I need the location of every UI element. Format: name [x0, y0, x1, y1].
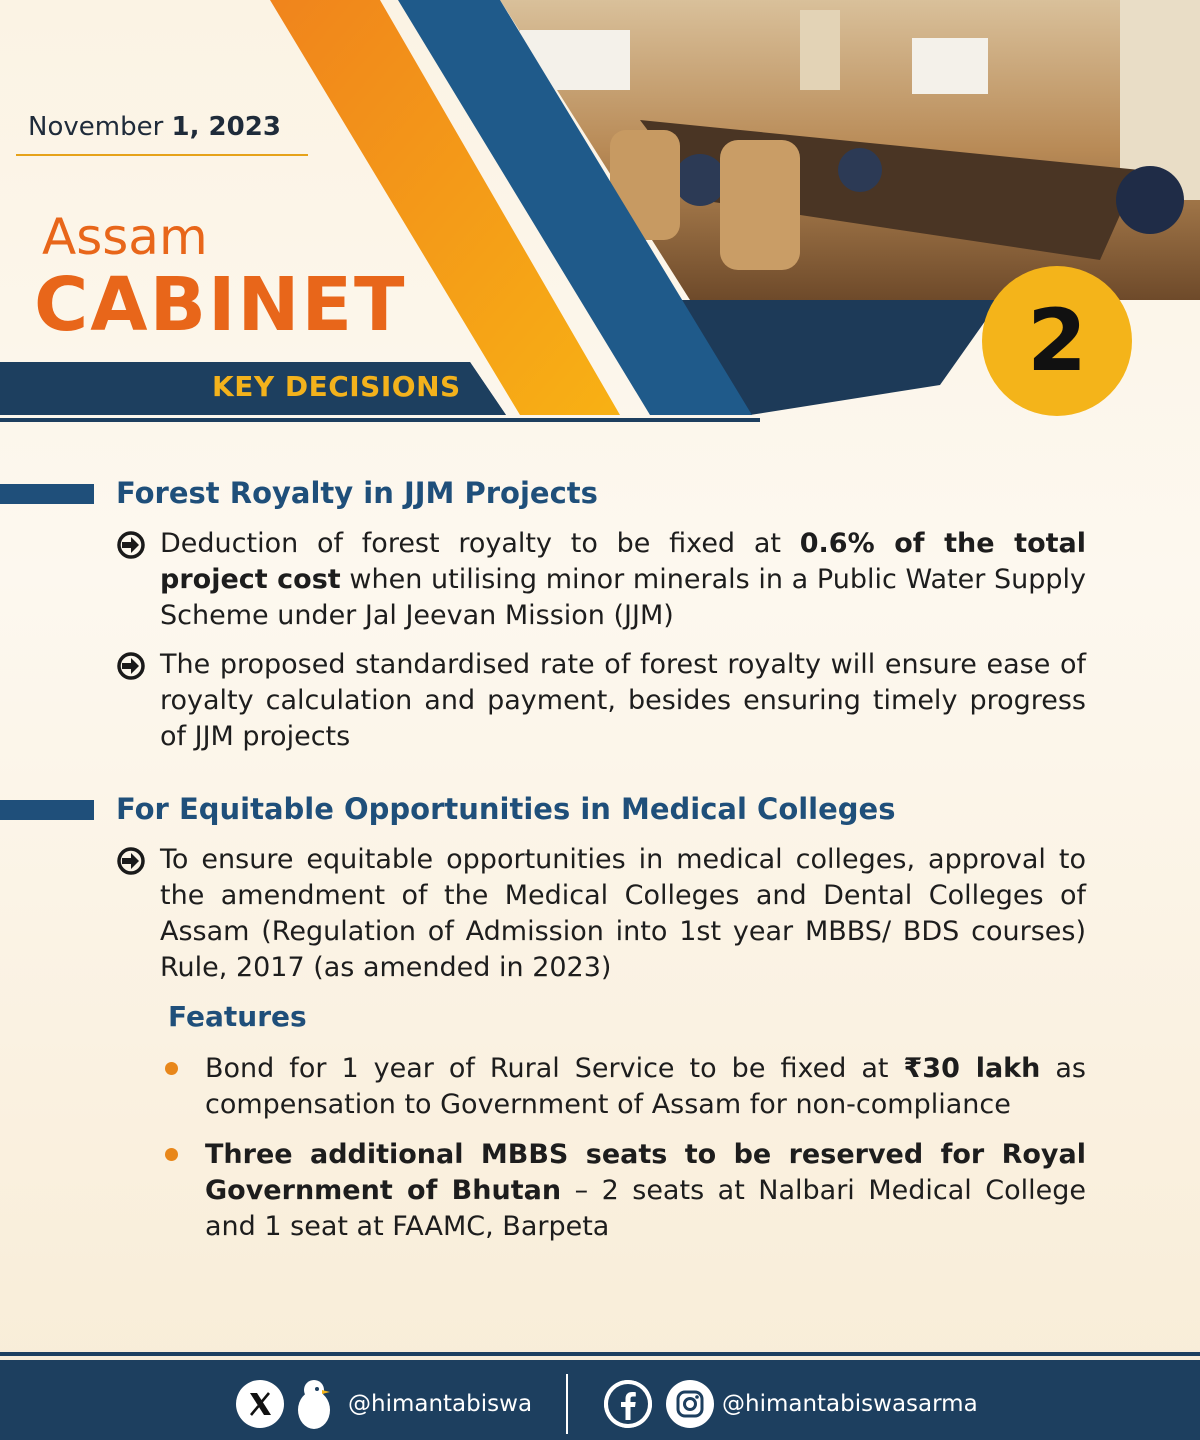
feature-dot: [165, 1062, 178, 1075]
x-logo: [245, 1389, 275, 1419]
bullet-bold-text: 0.6% of the total project cost: [160, 528, 1087, 595]
bullet-standardised-rate: The proposed standardised rate of forest royalty will ensure ease of royalty calculation and payment, besides ensuring timely progress of JJM projects: [160, 649, 1086, 752]
date: [28, 112, 281, 142]
title-assam: Assam: [42, 208, 208, 266]
arrow-bullet-icon: [116, 846, 146, 876]
arrow-bullet-icon: [116, 530, 146, 560]
key-decisions-label: KEY DECISIONS: [212, 370, 461, 403]
section-title-medical-colleges: For Equitable Opportunities in Medical Colleges: [116, 792, 896, 826]
instagram-logo: [675, 1389, 705, 1419]
arrow-bullet-icon: [116, 651, 146, 681]
feature-rural-bond: [205, 1051, 1086, 1123]
section-marker: [0, 800, 94, 820]
section-title-forest-royalty: Forest Royalty in JJM Projects: [116, 476, 598, 510]
feature-text: Bond for 1 year of Rural Service to be fixed at: [205, 1053, 904, 1084]
feature-bold-text: ₹30 lakh: [903, 1053, 1041, 1084]
x-icon[interactable]: [236, 1380, 284, 1428]
title-cabinet: CABINET: [34, 262, 407, 348]
bullet-medical-amendment: To ensure equitable opportunities in medical colleges, approval to the amendment of the Medical Colleges and Dental Colleges of Assam (Regulation of Admission into 1st year MBBS/ BDS courses) Rule, 2017 (as amended in 2023): [160, 844, 1086, 983]
handle-facebook-instagram[interactable]: @himantabiswasarma: [722, 1391, 978, 1417]
feature-dot: [165, 1148, 178, 1161]
feature-text: – 2 seats at Nalbari Medical College and 1 seat at FAAMC, Barpeta: [205, 1175, 1086, 1242]
bullet-forest-royalty-deduction: [160, 526, 1086, 634]
date-day-year: 1, 2023: [171, 112, 281, 142]
footer-top-line: [0, 1352, 1200, 1356]
bullet-text: Deduction of forest royalty to be fixed at: [160, 528, 800, 559]
date-underline: [16, 154, 308, 156]
page-number-badge: 2: [982, 266, 1132, 416]
section-marker: [0, 484, 94, 504]
instagram-icon[interactable]: [666, 1380, 714, 1428]
feature-bold-text: Three additional MBBS seats to be reserved for Royal Government of Bhutan: [205, 1139, 1086, 1206]
date-month: November: [28, 112, 172, 142]
handle-twitter-koo[interactable]: @himantabiswa: [348, 1391, 533, 1417]
footer-divider: [566, 1374, 568, 1434]
bullet-text: when utilising minor minerals in a Public Water Supply Scheme under Jal Jeevan Mission (JJM): [160, 564, 1086, 631]
facebook-logo: [604, 1380, 652, 1428]
feature-bhutan-seats: [205, 1137, 1086, 1245]
koo-icon[interactable]: [292, 1376, 336, 1432]
feature-text: as compensation to Government of Assam for non-compliance: [205, 1053, 1087, 1120]
facebook-icon[interactable]: [604, 1380, 652, 1428]
features-heading: Features: [168, 1000, 307, 1033]
footer: [0, 1360, 1200, 1440]
